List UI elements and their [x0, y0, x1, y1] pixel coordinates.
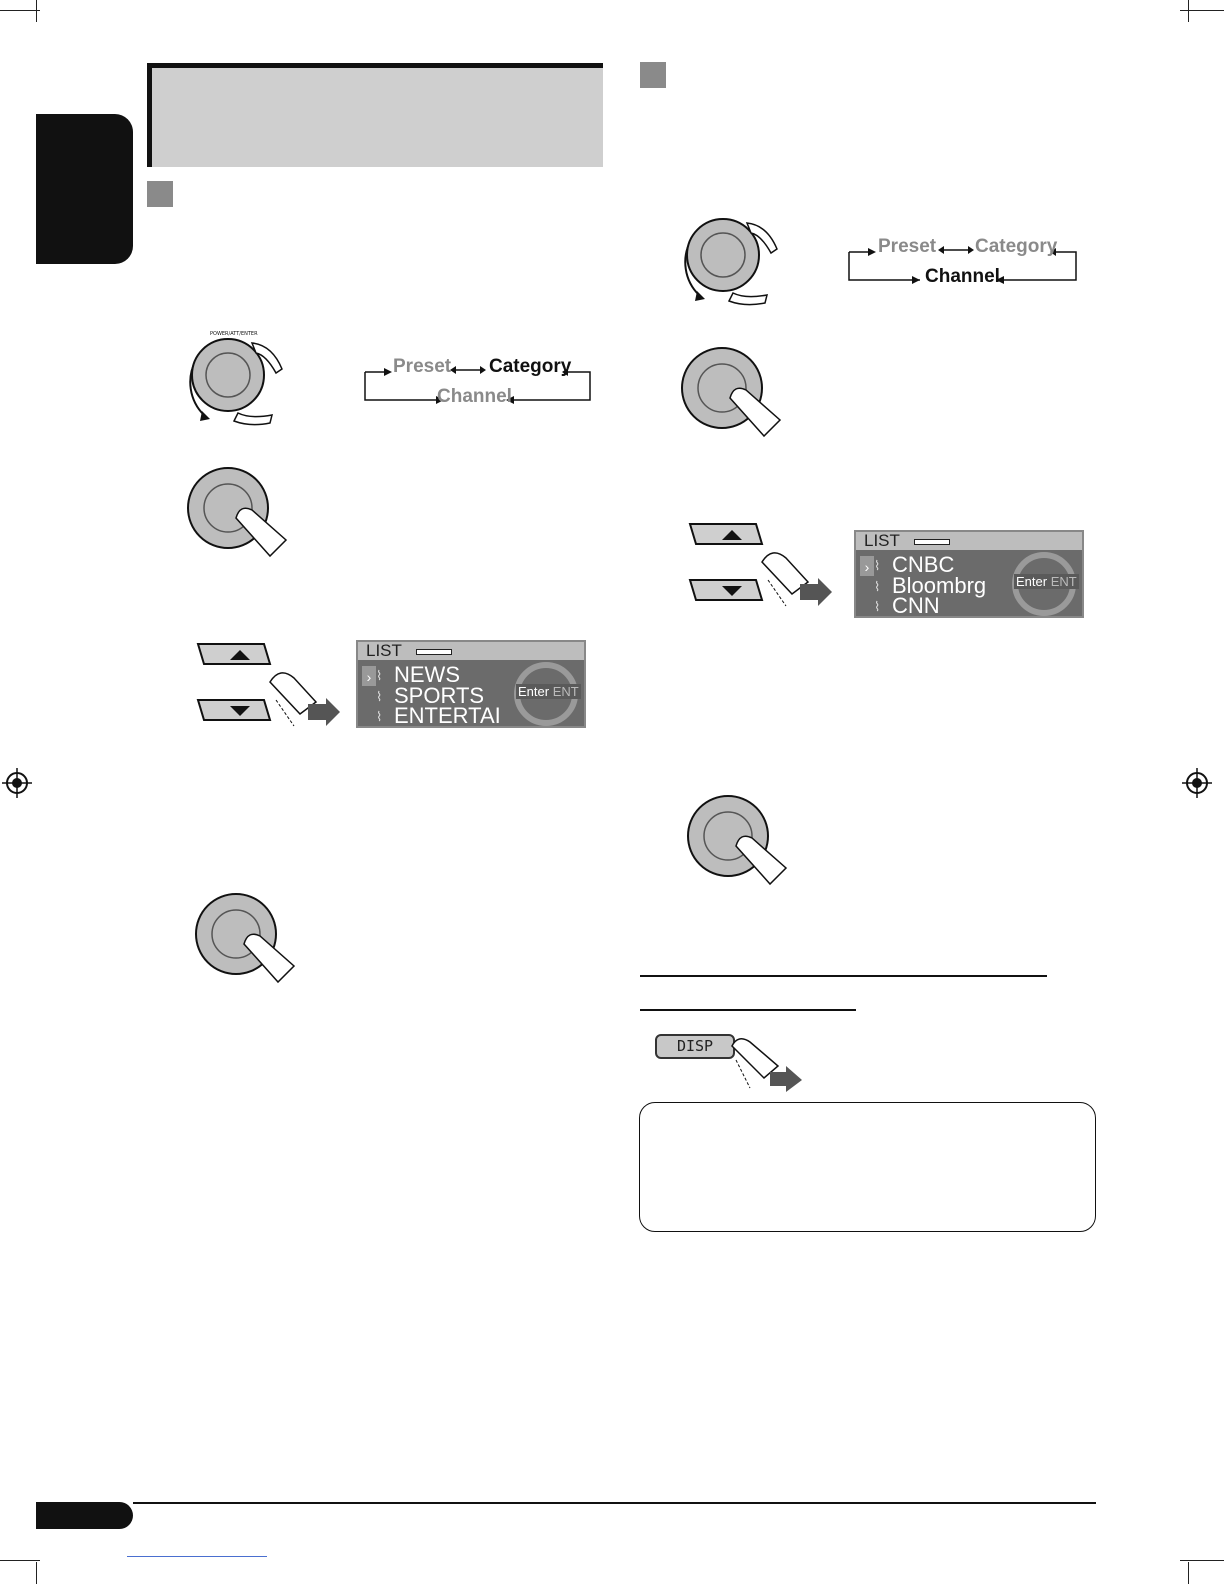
- flow-category-label: Category: [489, 356, 572, 377]
- crop-mark: [0, 1560, 40, 1561]
- mode-cycle-diagram-left: [362, 356, 594, 408]
- registration-mark-right: [1182, 768, 1212, 798]
- control-dial-rotate-icon: [180, 325, 290, 435]
- enter-indicator: Enter ENT: [518, 684, 579, 699]
- list-item: ⌇ CNN: [874, 593, 940, 618]
- control-dial-press-icon: [186, 458, 296, 558]
- crop-mark: [0, 10, 40, 11]
- list-item: › ⌇ CNBC: [860, 554, 954, 577]
- list-item: ⌇ ENTERTAI: [376, 703, 501, 728]
- step-square-right: [640, 62, 666, 88]
- note-box: [639, 1102, 1096, 1232]
- lcd-list-display-right: [854, 530, 1084, 618]
- control-dial-press-icon: [686, 786, 796, 886]
- lcd-title: LIST: [366, 641, 402, 660]
- up-down-buttons-icon: [184, 640, 344, 730]
- disp-button[interactable]: DISP: [655, 1034, 735, 1059]
- flow-category-label: Category: [975, 236, 1058, 257]
- up-down-buttons-icon: [676, 520, 836, 610]
- mode-cycle-diagram-right: [846, 236, 1078, 288]
- lcd-title: LIST: [864, 531, 900, 550]
- section-header-box: [147, 63, 603, 167]
- flow-channel-label: Channel: [925, 266, 1000, 287]
- enter-indicator: Enter ENT: [1016, 574, 1077, 589]
- crop-mark: [1188, 0, 1189, 22]
- control-dial-press-icon: [194, 884, 304, 984]
- language-side-tab: [36, 114, 133, 264]
- page-number-tab: [36, 1502, 133, 1529]
- flow-preset-label: Preset: [393, 356, 452, 377]
- footer-rule: [133, 1502, 1096, 1504]
- finger-press-icon: [718, 1030, 808, 1094]
- knob-label: POWER/ATT/ENTER: [210, 331, 258, 337]
- control-dial-rotate-icon: [670, 205, 790, 315]
- list-item: ⌇ Bloombrg: [874, 573, 987, 598]
- control-dial-press-icon: [680, 338, 790, 438]
- section-rule: [640, 975, 1047, 977]
- flow-preset-label: Preset: [878, 236, 937, 257]
- step-square-left: [147, 181, 173, 207]
- list-item: › ⌇ NEWS: [362, 664, 460, 687]
- section-rule-short: [640, 1009, 856, 1011]
- crop-mark: [36, 1562, 37, 1584]
- footer-link-underline: [127, 1556, 267, 1557]
- crop-mark: [1180, 1560, 1224, 1561]
- crop-mark: [36, 0, 37, 22]
- crop-mark: [1188, 1562, 1189, 1584]
- registration-mark-left: [2, 768, 32, 798]
- lcd-list-display-left: [356, 640, 586, 728]
- crop-mark: [1180, 10, 1224, 11]
- flow-channel-label: Channel: [437, 386, 512, 407]
- list-item: ⌇ SPORTS: [376, 683, 485, 708]
